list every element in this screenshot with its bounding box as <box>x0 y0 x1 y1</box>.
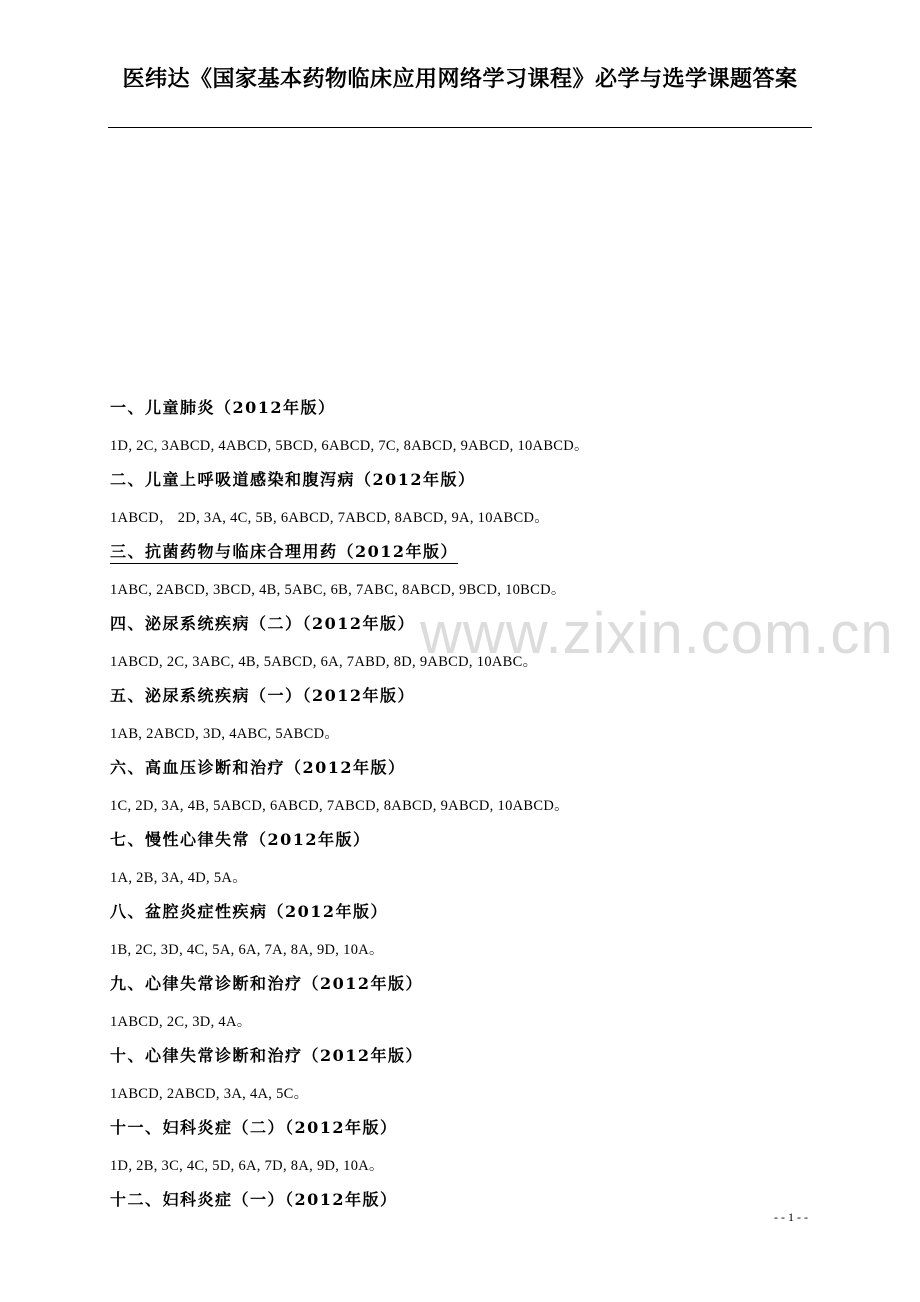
section-9 <box>110 968 810 1040</box>
section-heading: 六、高血压诊断和治疗（2012年版） <box>110 758 406 777</box>
title-divider <box>108 127 812 128</box>
section-answers: 1ABCD， 2D, 3A, 4C, 5B, 6ABCD, 7ABCD, 8ABCD, 9A, 10ABCD。 <box>110 510 550 526</box>
section-12 <box>110 1184 810 1220</box>
section-5 <box>110 680 810 752</box>
section-6 <box>110 752 810 824</box>
section-4 <box>110 608 810 680</box>
section-answers: 1D, 2B, 3C, 4C, 5D, 6A, 7D, 8A, 9D, 10A。 <box>110 1158 384 1174</box>
section-answers: 1A, 2B, 3A, 4D, 5A。 <box>110 870 248 886</box>
section-answers: 1AB, 2ABCD, 3D, 4ABC, 5ABCD。 <box>110 726 340 742</box>
watermark: www.zixin.com.cn <box>420 601 894 666</box>
answer-sections <box>110 392 810 1220</box>
page-number: - - 1 - - <box>774 1210 808 1224</box>
section-heading: 十二、妇科炎症（一）（2012年版） <box>110 1190 398 1209</box>
section-heading: 十、心律失常诊断和治疗（2012年版） <box>110 1046 424 1065</box>
section-answers: 1B, 2C, 3D, 4C, 5A, 6A, 7A, 8A, 9D, 10A。 <box>110 942 384 958</box>
section-answers: 1C, 2D, 3A, 4B, 5ABCD, 6ABCD, 7ABCD, 8ABCD, 9ABCD, 10ABCD。 <box>110 798 569 814</box>
section-7 <box>110 824 810 896</box>
section-heading: 一、儿童肺炎（2012年版） <box>110 398 336 417</box>
section-1 <box>110 392 810 464</box>
section-answers: 1D, 2C, 3ABCD, 4ABCD, 5BCD, 6ABCD, 7C, 8ABCD, 9ABCD, 10ABCD。 <box>110 438 589 454</box>
section-heading: 八、盆腔炎症性疾病（2012年版） <box>110 902 389 921</box>
section-answers: 1ABCD, 2ABCD, 3A, 4A, 5C。 <box>110 1086 309 1102</box>
section-answers: 1ABCD, 2C, 3ABC, 4B, 5ABCD, 6A, 7ABD, 8D, 9ABCD, 10ABC。 <box>110 654 538 670</box>
section-2 <box>110 464 810 536</box>
section-answers: 1ABC, 2ABCD, 3BCD, 4B, 5ABC, 6B, 7ABC, 8ABCD, 9BCD, 10BCD。 <box>110 582 566 598</box>
document-title: 医纬达《国家基本药物临床应用网络学习课程》必学与选学课题答案 <box>122 66 798 92</box>
section-11 <box>110 1112 810 1184</box>
section-heading: 二、儿童上呼吸道感染和腹泻病（2012年版） <box>110 470 476 489</box>
section-heading: 十一、妇科炎症（二）（2012年版） <box>110 1118 398 1137</box>
section-heading: 七、慢性心律失常（2012年版） <box>110 830 371 849</box>
section-answers: 1ABCD, 2C, 3D, 4A。 <box>110 1014 252 1030</box>
section-10 <box>110 1040 810 1112</box>
section-heading: 五、泌尿系统疾病（一）（2012年版） <box>110 686 416 705</box>
section-heading: 四、泌尿系统疾病（二）（2012年版） <box>110 614 416 633</box>
section-3 <box>110 536 810 608</box>
section-heading: 三、抗菌药物与临床合理用药（2012年版） <box>110 536 810 572</box>
section-heading: 九、心律失常诊断和治疗（2012年版） <box>110 974 424 993</box>
section-8 <box>110 896 810 968</box>
